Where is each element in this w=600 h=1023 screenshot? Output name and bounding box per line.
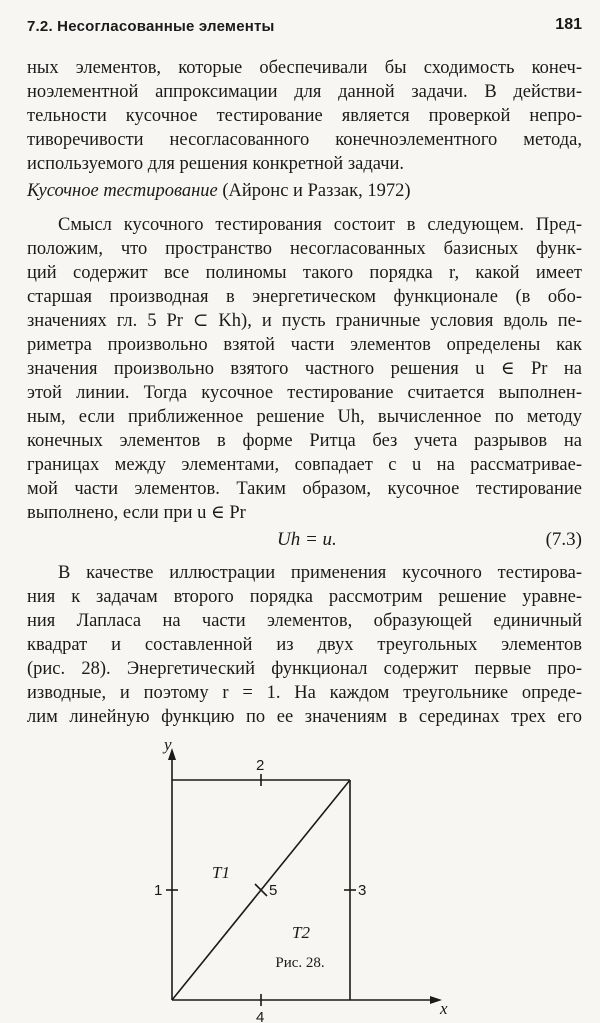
text-line: лим линейную функцию по ее значениям в серединах трех его xyxy=(27,707,582,727)
text-line: значениях гл. 5 Pr ⊂ Kh), и пусть граничные условия вдоль пе- xyxy=(27,311,582,331)
section-heading xyxy=(27,181,411,202)
text-line: тиворечивости несогласованного конечноэлементного метода, xyxy=(27,130,582,150)
node-4-label: 4 xyxy=(256,1009,265,1023)
node-1-label: 1 xyxy=(154,882,163,899)
node-3-label: 3 xyxy=(358,882,367,899)
text-line: ным, если приближенное решение Uh, вычисленное по методу xyxy=(27,407,582,427)
text-line: ния к задачам второго порядка рассмотрим решение уравне- xyxy=(27,587,582,607)
text-line: этой линии. Тогда кусочное тестирование считается выполнен- xyxy=(27,383,582,403)
text-line: положим, что пространство несогласованных базисных функ- xyxy=(27,239,582,259)
equation-number: (7.3) xyxy=(545,529,582,550)
text-line: ния Лапласа на части элементов, образующей единичный xyxy=(27,611,582,631)
y-axis-label: y xyxy=(164,738,172,754)
text-line: старшая производная в энергетическом функционале (в обо- xyxy=(27,287,582,307)
equation-7-3 xyxy=(27,529,582,555)
text-line: (рис. 28). Энергетический функционал содержит первые про- xyxy=(27,659,582,679)
figure-caption: Рис. 28. xyxy=(275,955,325,971)
section-reference: (Айронс и Раззак, 1972) xyxy=(222,181,411,201)
equation-body: Uh = u. xyxy=(277,529,337,550)
section-title: Кусочное тестирование xyxy=(27,181,218,201)
text-line: границах между элементами, совпадает с u на рассматривае- xyxy=(27,455,582,475)
text-line: выполнено, если при u ∈ Pr xyxy=(27,503,246,523)
text-line: конечных элементов в форме Ритца без учета разрывов на xyxy=(27,431,582,451)
triangle-1-label: T1 xyxy=(212,863,230,882)
text-line: значения произвольно взятого частного решения u ∈ Pr на xyxy=(27,359,582,379)
text-line: риметра произвольно взятой части элементов определены как xyxy=(27,335,582,355)
text-line: мой части элементов. Таким образом, кусочное тестирование xyxy=(27,479,582,499)
text-line: Смысл кусочного тестирования состоит в следующем. Пред- xyxy=(58,215,582,235)
text-line: изводные, и поэтому r = 1. На каждом треугольнике опреде- xyxy=(27,683,582,703)
x-axis-label: x xyxy=(440,999,448,1018)
chapter-title: 7.2. Несогласованные элементы xyxy=(27,18,275,35)
text-line: тельности кусочное тестирование является проверкой непро- xyxy=(27,106,582,126)
page-number: 181 xyxy=(555,16,582,33)
text-line: используемого для решения конкретной задачи. xyxy=(27,154,405,174)
triangle-2-label: T2 xyxy=(292,923,310,942)
text-line: ций содержит все полиномы такого порядка r, какой имеет xyxy=(27,263,582,283)
node-2-label: 2 xyxy=(256,757,265,774)
text-line: квадрат и составленной из двух треугольных элементов xyxy=(27,635,582,655)
figure-28-diagram xyxy=(150,738,460,1023)
text-line: ноэлементной аппроксимации для данной задачи. В действи- xyxy=(27,82,582,102)
node-5-label: 5 xyxy=(269,882,278,899)
text-line: ных элементов, которые обеспечивали бы сходимость конеч- xyxy=(27,58,582,78)
running-header xyxy=(27,18,582,40)
text-line: В качестве иллюстрации применения кусочного тестирова- xyxy=(58,563,582,583)
